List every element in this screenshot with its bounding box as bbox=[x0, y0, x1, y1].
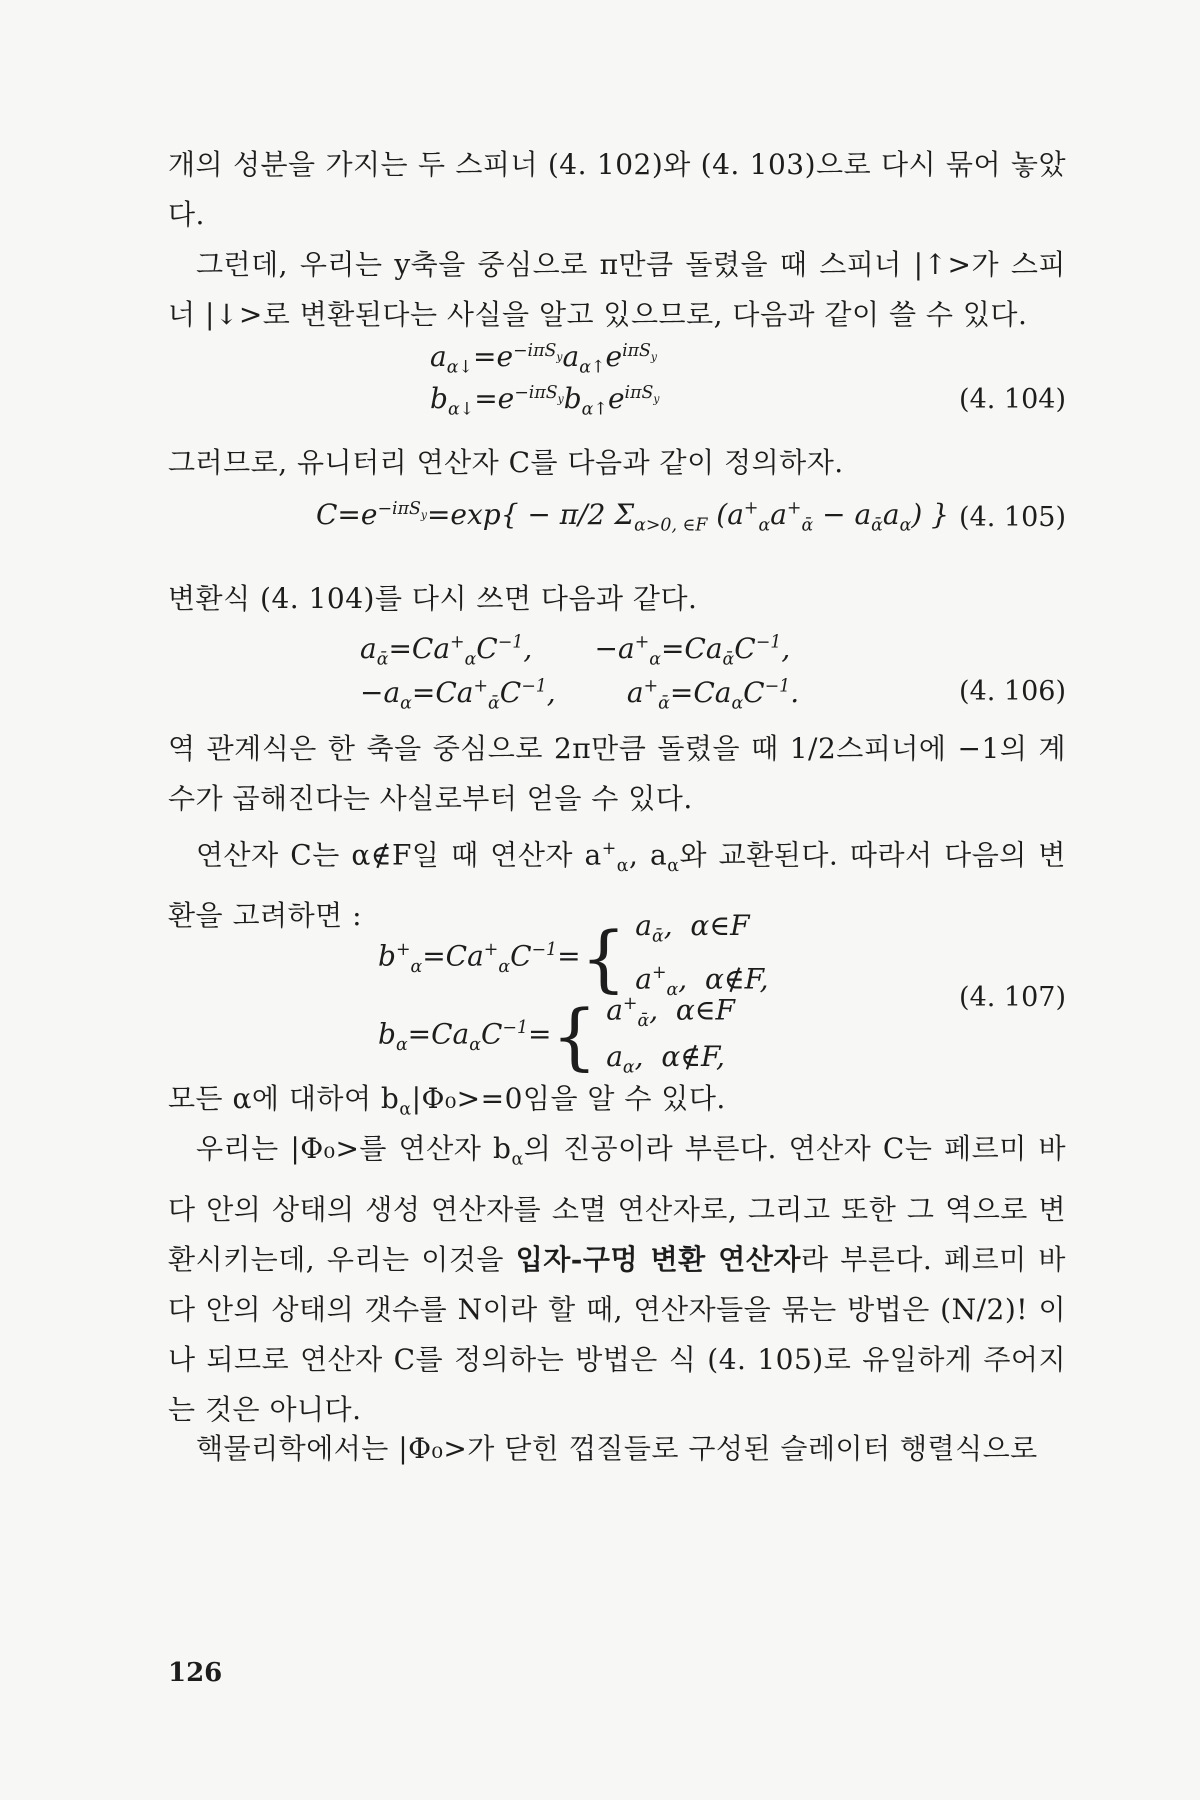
paragraph-5: 역 관계식은 한 축을 중심으로 2π만큼 돌렸을 때 1/2스피너에 −1의 계수가 곱해진다는 사실로부터 얻을 수 있다. bbox=[168, 732, 1066, 815]
particle-hole-term: 입자-구멍 변환 연산자 bbox=[515, 1242, 801, 1276]
paragraph-9: 핵물리학에서는 |Φ₀>가 닫힌 껍질들로 구성된 슬레이터 행렬식으로 bbox=[196, 1432, 1038, 1465]
paragraph-6: 연산자 C는 α∉F일 때 연산자 $a^+_\alpha$, $a_\alpha$와 교환된다. 따라서 다음의 변환을 고려하면 : bbox=[168, 838, 1066, 932]
equation-4-107-line-1: $b^+_\alpha=Ca^+_\alpha C^{-1}=${ $a_ᾱ$, α∈F $a^+_\alpha$, α∉F, bbox=[378, 909, 769, 1000]
equation-number-4-105: (4. 105) bbox=[959, 502, 1066, 533]
equation-4-106-line-1: $a_ᾱ=Ca^+_\alpha C^{-1}$, $-a^+_\alpha=Ca_ᾱC^{-1}$, bbox=[360, 632, 791, 670]
paragraph-8: 우리는 |Φ₀>를 연산자 $b_\alpha$의 진공이라 부른다. 연산자 C는 페르미 바다 안의 상태의 생성 연산자를 소멸 연산자로, 그리고 또한 그 역으로 변환시키는데, 우리는 이것을 입자-구멍 변환 연산자라 부른다. 페르미 바다 안의 상태의 갯수를 N이라 할 때, 연산자들을 묶는 방법은 (N/2)! 이나 되므로 연산자 C를 정의하는 방법은 식 (4. 105)로 유일하게 주어지는 것은 아니다. bbox=[168, 1132, 1066, 1426]
equation-number-4-104: (4. 104) bbox=[959, 384, 1066, 415]
equation-4-104 bbox=[168, 340, 1066, 430]
equation-4-106 bbox=[168, 632, 1066, 722]
equation-4-107-line-2: $b_\alpha=Ca_\alpha C^{-1}=${ $a^+_ᾱ$, α∈F $a_\alpha$, α∉F, bbox=[378, 993, 735, 1078]
equation-4-107 bbox=[168, 908, 1066, 1078]
equation-4-105-body: $C=e^{-i\pi S_y}=\exp\{ - \pi/2$ $\Sigma_{\alpha>0, \in F}$ $(a^+_\alpha a^+_ᾱ - a_ᾱa_\alpha)$ } bbox=[316, 498, 949, 536]
paragraph-4: 변환식 (4. 104)를 다시 쓰면 다음과 같다. bbox=[168, 582, 698, 615]
equation-number-4-106: (4. 106) bbox=[959, 676, 1066, 707]
equation-4-104-line-1: $a_{\alpha↓}=e^{-i\pi S_y}a_{\alpha↑}e^{i\pi S_y}$ bbox=[430, 340, 657, 378]
page-number: 126 bbox=[168, 1658, 223, 1688]
equation-4-106-line-2: $-a_\alpha=Ca^+_ᾱC^{-1}$, $a^+_ᾱ=Ca_\alpha C^{-1}$. bbox=[360, 676, 800, 714]
equation-number-4-107: (4. 107) bbox=[959, 982, 1066, 1013]
equation-4-105 bbox=[168, 490, 1066, 570]
paragraph-3: 그러므로, 유니터리 연산자 C를 다음과 같이 정의하자. bbox=[168, 446, 844, 479]
equation-4-104-line-2: $b_{\alpha↓}=e^{-i\pi S_y}b_{\alpha↑}e^{i\pi S_y}$ bbox=[430, 382, 660, 420]
paragraph-2: 그런데, 우리는 y축을 중심으로 π만큼 돌렸을 때 스피너 |↑>가 스피너 |↓>로 변환된다는 사실을 알고 있으므로, 다음과 같이 쓸 수 있다. bbox=[168, 248, 1066, 331]
paragraph-1: 개의 성분을 가지는 두 스피너 (4. 102)와 (4. 103)으로 다시 묶어 놓았다. bbox=[168, 148, 1066, 231]
paragraph-7: 모든 α에 대하여 $b_\alpha|\Phi_0>=0$임을 알 수 있다. bbox=[168, 1082, 726, 1120]
